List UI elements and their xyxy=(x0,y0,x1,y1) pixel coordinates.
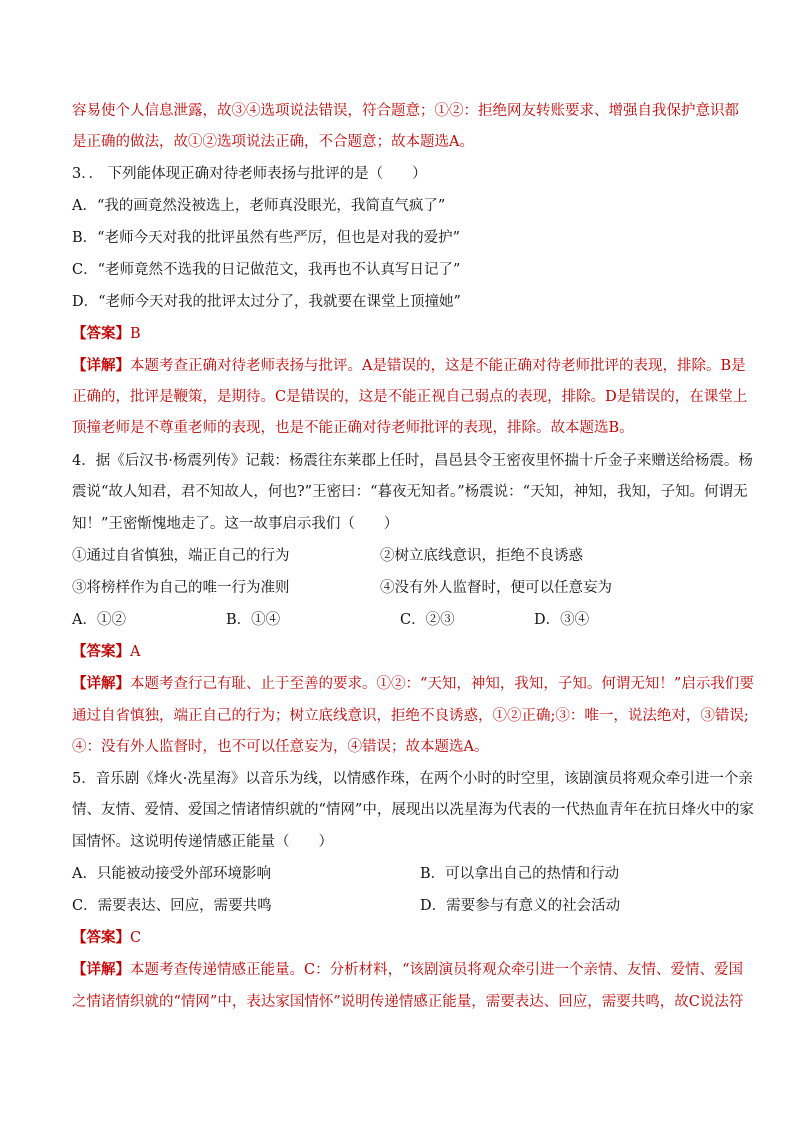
detail-text: 本题考查行己有耻、止于至善的要求。①②：“天知，神知，我知，子知。何谓无知！”启示我们要 xyxy=(130,676,754,692)
q4-item-4: ④没有外人监督时，便可以任意妄为 xyxy=(380,580,612,596)
answer-tag: 【答案】 xyxy=(72,325,130,342)
q5-answer xyxy=(72,928,141,948)
q4-stem-line-1: 4．据《后汉书·杨震列传》记载：杨震往东莱郡上任时，昌邑县令王密夜里怀揣十斤金子来赠送给杨震。杨 xyxy=(72,453,753,469)
q4-detail-line-2: 通过自省慎独，端正自己的行为；树立底线意识，拒绝不良诱惑，①②正确;③：唯一，说法绝对，③错误; xyxy=(72,708,749,724)
detail-tag: 【详解】 xyxy=(72,675,130,692)
q3-detail-line-3: 顶撞老师是不尊重老师的表现，也是不能正确对待老师批评的表现，排除。故本题选B。 xyxy=(72,420,634,436)
q5-choice-c: C．需要表达、回应，需要共鸣 xyxy=(72,898,272,914)
q4-choice-a: A．①② xyxy=(72,612,126,628)
q3-detail-line-1 xyxy=(72,356,746,376)
q5-stem-line-3: 国情怀。这说明传递情感正能量（ ） xyxy=(72,834,333,850)
q5-detail-line-1 xyxy=(72,960,743,980)
detail-text: 本题考查正确对待老师表扬与批评。A是错误的，这是不能正确对待老师批评的表现，排除。B是 xyxy=(130,358,746,374)
q5-detail-line-2: 之情诸情织就的“情网”中，表达家国情怀”说明传递情感正能量，需要表达、回应，需要共鸣，故C说法符 xyxy=(72,994,744,1010)
q3-option-d: D．“老师今天对我的批评太过分了，我就要在课堂上顶撞她” xyxy=(72,294,461,310)
q5-choice-a: A．只能被动接受外部环境影响 xyxy=(72,866,271,882)
q3-answer xyxy=(72,324,141,344)
q4-item-3: ③将榜样作为自己的唯一行为准则 xyxy=(72,580,290,596)
q4-detail-line-3: ④：没有外人监督时，也不可以任意妄为，④错误；故本题选A。 xyxy=(72,739,489,755)
q3-option-b: B．“老师今天对我的批评虽然有些严厉，但也是对我的爱护” xyxy=(72,230,460,246)
q4-choice-c: C．②③ xyxy=(400,612,455,628)
q3-detail-line-2: 正确的，批评是鞭策，是期待。C是错误的，这是不能正视自己弱点的表现，排除。D是错误的，在课堂上 xyxy=(72,389,748,405)
answer-tag: 【答案】 xyxy=(72,929,130,946)
q4-choice-d: D．③④ xyxy=(534,612,590,628)
q4-stem-line-2: 震说“故人知君，君不知故人，何也?”王密曰：“暮夜无知者。”杨震说：“天知，神知，我知，子知。何谓无 xyxy=(72,484,748,500)
prev-explanation-line-2: 是正确的做法，故①②选项说法正确，不合题意；故本题选A。 xyxy=(72,134,474,150)
q3-option-c: C．“老师竟然不选我的日记做范文，我再也不认真写日记了” xyxy=(72,262,461,278)
detail-text: 本题考查传递情感正能量。C：分析材料，“该剧演员将观众牵引进一个亲情、友情、爱情、爱国 xyxy=(130,962,744,978)
detail-tag: 【详解】 xyxy=(72,357,130,374)
q5-choice-d: D．需要参与有意义的社会活动 xyxy=(420,898,621,914)
q4-item-1: ①通过自省慎独，端正自己的行为 xyxy=(72,548,290,564)
answer-value: A xyxy=(130,644,141,660)
q4-answer xyxy=(72,642,140,662)
q3-option-a: A．“我的画竟然没被选上，老师真没眼光，我简直气疯了” xyxy=(72,198,446,214)
q4-stem-line-3: 知！”王密惭愧地走了。这一故事启示我们（ ） xyxy=(72,516,399,532)
detail-tag: 【详解】 xyxy=(72,961,130,978)
prev-explanation-line-1: 容易使个人信息泄露，故③④选项说法错误，符合题意；①②：拒绝网友转账要求、增强自我保护意识都 xyxy=(72,103,739,119)
q5-choice-b: B．可以拿出自己的热情和行动 xyxy=(420,866,620,882)
q4-item-2: ②树立底线意识，拒绝不良诱惑 xyxy=(380,548,583,564)
answer-value: C xyxy=(130,930,142,946)
answer-value: B xyxy=(130,326,141,342)
q5-stem-line-1: 5．音乐剧《烽火·冼星海》以音乐为线，以情感作珠，在两个小时的时空里，该剧演员将观众牵引进一个亲 xyxy=(72,771,753,787)
q5-stem-line-2: 情、友情、爱情、爱国之情诸情织就的“情网”中，展现出以冼星海为代表的一代热血青年在抗日烽火中的家 xyxy=(72,802,754,818)
answer-tag: 【答案】 xyxy=(72,643,130,660)
q3-stem: 3．． 下列能体现正确对待老师表扬与批评的是（ ） xyxy=(72,166,427,182)
q4-detail-line-1 xyxy=(72,674,754,694)
q4-choice-b: B．①④ xyxy=(226,612,281,628)
